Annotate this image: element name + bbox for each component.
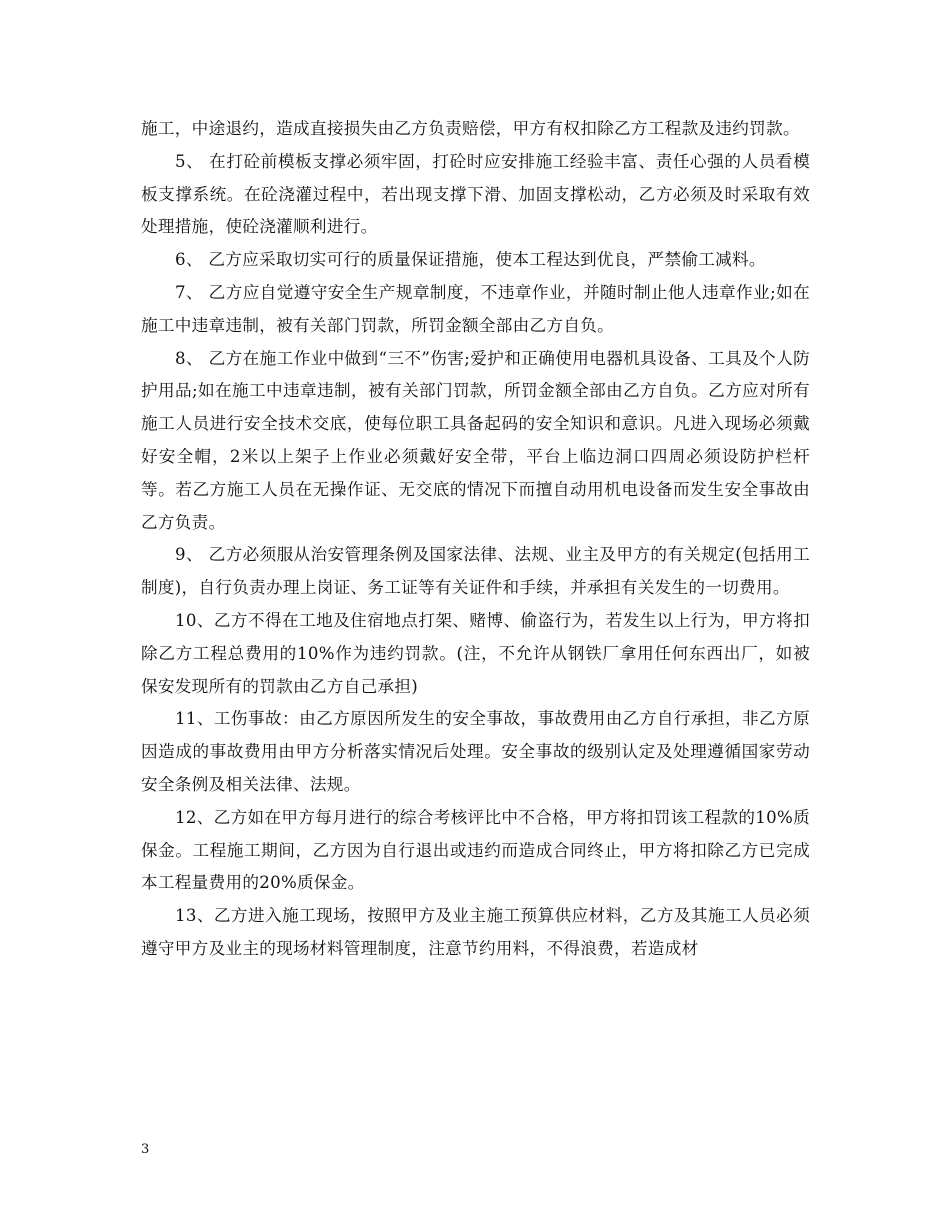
- paragraph-item-9: 9、 乙方必须服从治安管理条例及国家法律、法规、业主及甲方的有关规定(包括用工制度)，自行负责办理上岗证、务工证等有关证件和手续，并承担有关发生的一切费用。: [141, 545, 810, 598]
- document-body: [141, 113, 810, 966]
- paragraph-item-5: 5、 在打砼前模板支撑必须牢固，打砼时应安排施工经验丰富、责任心强的人员看模板支撑系统。在砼浇灌过程中，若出现支撑下滑、加固支撑松动，乙方必须及时采取有效处理措施，使砼浇灌顺利进行。: [141, 151, 810, 237]
- paragraph-item-12: 12、乙方如在甲方每月进行的综合考核评比中不合格，甲方将扣罚该工程款的10%质保金。工程施工期间，乙方因为自行退出或违约而造成合同终止，甲方将扣除乙方已完成本工程量费用的20%质保金。: [141, 807, 810, 893]
- paragraph-item-7: 7、 乙方应自觉遵守安全生产规章制度，不违章作业，并随时制止他人违章作业;如在施工中违章违制，被有关部门罚款，所罚金额全部由乙方自负。: [141, 282, 810, 335]
- paragraph-item-6: 6、 乙方应采取切实可行的质量保证措施，使本工程达到优良，严禁偷工减料。: [175, 250, 766, 270]
- paragraph-item-8: 8、 乙方在施工作业中做到“三不”伤害;爱护和正确使用电器机具设备、工具及个人防护用品;如在施工中违章违制，被有关部门罚款，所罚金额全部由乙方自负。乙方应对所有施工人员进行安全技术交底，使每位职工具备起码的安全知识和意识。凡进入现场必须戴好安全帽，2米以上架子上作业必须戴好安全带，平台上临边洞口四周必须设防护栏杆等。若乙方施工人员在无操作证、无交底的情况下而擅自动用机电设备而发生安全事故由乙方负责。: [141, 348, 810, 532]
- paragraph-item-11: 11、工伤事故：由乙方原因所发生的安全事故，事故费用由乙方自行承担，非乙方原因造成的事故费用由甲方分析落实情况后处理。安全事故的级别认定及处理遵循国家劳动安全条例及相关法律、法规。: [141, 709, 810, 794]
- paragraph-continuation: 施工，中途退约，造成直接损失由乙方负责赔偿，甲方有权扣除乙方工程款及违约罚款。: [141, 119, 800, 138]
- paragraph-item-13: 13、乙方进入施工现场，按照甲方及业主施工预算供应材料，乙方及其施工人员必须遵守甲方及业主的现场材料管理制度，注意节约用料，不得浪费，若造成材: [141, 906, 810, 958]
- paragraph-item-10: 10、乙方不得在工地及住宿地点打架、赌博、偷盗行为，若发生以上行为，甲方将扣除乙方工程总费用的10%作为违约罚款。(注，不允许从钢铁厂拿用任何东西出厂，如被保安发现所有的罚款由乙方自己承担): [141, 610, 810, 696]
- page-number: 3: [141, 1142, 150, 1157]
